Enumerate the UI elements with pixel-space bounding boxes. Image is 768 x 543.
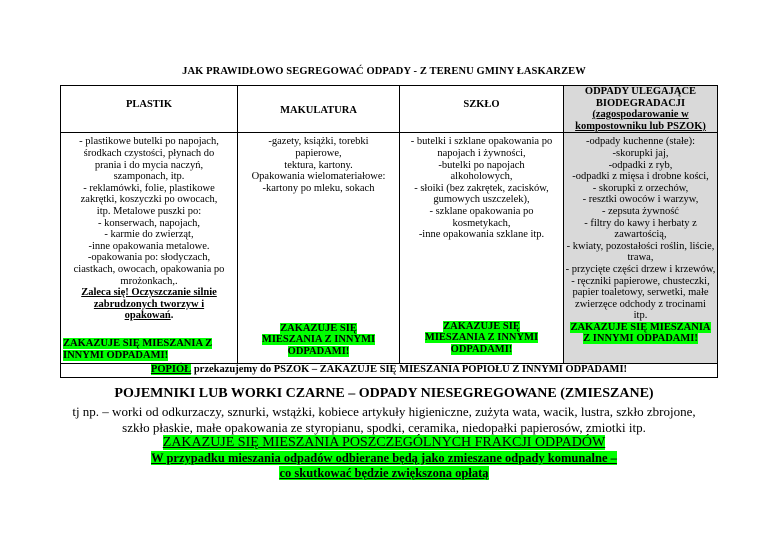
- popiol-cell: [61, 364, 718, 378]
- waste-table: [60, 85, 718, 378]
- szklo-line: napojach i żywności,: [437, 147, 526, 159]
- fee-warning-2-text: co skutkować będzie zwiększona opłatą: [279, 466, 489, 480]
- header-szklo-label: SZKŁO: [463, 99, 500, 110]
- header-makulatura-label: MAKULATURA: [280, 105, 357, 116]
- plastik-line: itp. Metalowe puszki po:: [96, 205, 202, 217]
- szklo-line: -butelki po napojach: [438, 159, 525, 171]
- plastik-warning-line: ZAKAZUJE SIĘ MIESZANIA Z: [63, 338, 213, 350]
- mixed-waste-line1: tj np. – worki od odkurzaczy, sznurki, wstążki, kobiece artykuły higieniczne, zużyta wata, wacik, lustra, szkło zbrojone,: [72, 404, 696, 419]
- bio-line: - resztki owoców i warzyw,: [582, 194, 699, 206]
- plastik-line: -inne opakowania metalowe.: [88, 240, 210, 252]
- document-title: JAK PRAWIDŁOWO SEGREGOWAĆ ODPADY - Z TERENU GMINY ŁASKARZEW: [182, 66, 586, 77]
- makulatura-line: tektura, kartony.: [284, 159, 353, 171]
- header-bio-line1: ODPADY ULEGAJĄCE: [584, 86, 697, 97]
- plastik-line: prania i do mycia naczyń,: [94, 159, 204, 171]
- makulatura-line: -gazety, książki, torebki: [268, 136, 369, 148]
- szklo-warning-line: MIESZANIA Z INNYMI: [424, 332, 539, 344]
- popiol-row: [61, 364, 718, 378]
- makulatura-warning: [238, 323, 399, 358]
- bio-line: - kwiaty, pozostałości roślin, liście,: [566, 240, 715, 252]
- szklo-line: - butelki i szklane opakowania po: [410, 136, 553, 148]
- plastik-line: - konserwach, napojach,: [97, 217, 201, 229]
- bio-line: -skorupki jaj,: [612, 147, 669, 159]
- fee-warning-2: [0, 466, 768, 481]
- bio-line: zwierzęce odchody z trocinami: [575, 298, 706, 310]
- plastik-line: szamponach, itp.: [113, 171, 185, 183]
- bio-warning-line: ZAKAZUJE SIĘ MIESZANIA: [570, 321, 711, 333]
- bio-line: - przycięte części drzew i krzewów,: [565, 263, 716, 275]
- szklo-line: alkoholowych,: [450, 171, 513, 183]
- bio-line: -odpadki z ryb,: [608, 159, 673, 171]
- makulatura-warning-line: MIESZANIA Z INNYMI: [261, 334, 376, 346]
- szklo-line: - szklane opakowania po: [429, 205, 534, 217]
- bio-warning-line: Z INNYMI ODPADAMI!: [583, 333, 698, 345]
- header-bio-sub2: kompostowniku lub PSZOK): [575, 120, 706, 132]
- szklo-warning-line: ODPADAMI!: [450, 343, 513, 355]
- mixed-waste-line2: szkło płaskie, małe opakowania ze styropianu, spodki, ceramika, niedopałki papierosów, zmiotki itp.: [122, 420, 646, 435]
- makulatura-line: papierowe,: [295, 147, 342, 159]
- szklo-warning-line: ZAKAZUJE SIĘ: [443, 320, 520, 332]
- popiol-text: przekazujemy do PSZOK – ZAKAZUJE SIĘ MIESZANIA POPIOŁU Z INNYMI ODPADAMI!: [191, 364, 628, 376]
- cell-bio: [564, 133, 718, 364]
- makulatura-line: -kartony po mleku, sokach: [262, 182, 375, 194]
- plastik-warning-line: INNYMI ODPADAMI!: [63, 349, 169, 361]
- szklo-line: - słoiki (bez zakrętek, zacisków,: [414, 182, 549, 194]
- header-szklo: [400, 86, 564, 133]
- header-makulatura: [238, 86, 400, 133]
- header-bio-line2: BIODEGRADACJI: [595, 97, 686, 109]
- plastik-line: -opakowania po: słodyczach,: [87, 252, 211, 264]
- fee-warning-1-text: W przypadku mieszania odpadów odbierane będą jako zmieszane odpady komunalne –: [151, 451, 617, 465]
- bio-line: papier toaletowy, serwetki, małe: [572, 287, 709, 299]
- bio-line: itp.: [633, 310, 648, 322]
- fee-warning-1: [0, 451, 768, 466]
- szklo-line: gumowych uszczelek),: [433, 194, 530, 206]
- bio-line: - ręczniki papierowe, chusteczki,: [571, 275, 710, 287]
- szklo-line: -inne opakowania szklane itp.: [418, 229, 545, 241]
- bio-line: -odpady kuchenne (stałe):: [585, 136, 696, 148]
- szklo-line: kosmetykach,: [452, 217, 511, 229]
- mixed-waste-heading: POJEMNIKI LUB WORKI CZARNE – ODPADY NIESEGREGOWANE (ZMIESZANE): [114, 386, 654, 401]
- plastik-line: ciastkach, owocach, opakowania po: [73, 263, 225, 275]
- bio-line: - skorupki z orzechów,: [592, 182, 689, 194]
- bio-line: - filtry do kawy i herbaty z: [584, 217, 697, 229]
- plastik-line: zakrętki, koszyczki po owocach,: [80, 194, 218, 206]
- makulatura-warning-line: ODPADAMI!: [287, 345, 350, 357]
- makulatura-warning-line: ZAKAZUJE SIĘ: [280, 322, 357, 334]
- plastik-line: mrożonkach,.: [120, 275, 178, 287]
- plastik-line: - plastikowe butelki po napojach,: [79, 136, 219, 148]
- bio-line: zawartością,: [614, 229, 667, 241]
- header-bio-sub1: (zagospodarowanie w: [592, 109, 689, 121]
- header-plastik-label: PLASTIK: [125, 99, 173, 110]
- header-row: [61, 86, 718, 133]
- makulatura-line: Opakowania wielomateriałowe:: [251, 171, 386, 183]
- plastik-note: opakowań: [124, 310, 171, 322]
- header-plastik: [61, 86, 238, 133]
- bio-line: -odpadki z mięsa i drobne kości,: [572, 171, 709, 183]
- bio-line: - zepsuta żywność: [602, 205, 679, 217]
- fraction-warning: [0, 435, 768, 451]
- content-row: [61, 133, 718, 364]
- plastik-note-dot: .: [170, 310, 174, 322]
- plastik-line: środkach czystości, płynach do: [83, 147, 215, 159]
- plastik-warning: [63, 338, 212, 361]
- cell-szklo: [400, 133, 564, 364]
- plastik-line: - reklamówki, folie, plastikowe: [83, 182, 215, 194]
- popiol-label: POPIÓŁ: [150, 364, 192, 376]
- plastik-line: - karmie do zwierząt,: [104, 229, 194, 241]
- plastik-note: Zaleca się! Oczyszczanie silnie: [81, 287, 217, 299]
- cell-makulatura: [238, 133, 400, 364]
- plastik-note: zabrudzonych tworzyw i: [93, 298, 205, 310]
- fraction-warning-text: ZAKAZUJE SIĘ MIESZANIA POSZCZEGÓLNYCH FRAKCJI ODPADÓW: [162, 435, 606, 450]
- cell-plastik: [61, 133, 238, 364]
- bio-line: trawa,: [627, 252, 654, 264]
- szklo-warning: [400, 321, 563, 356]
- header-bio: [564, 86, 718, 133]
